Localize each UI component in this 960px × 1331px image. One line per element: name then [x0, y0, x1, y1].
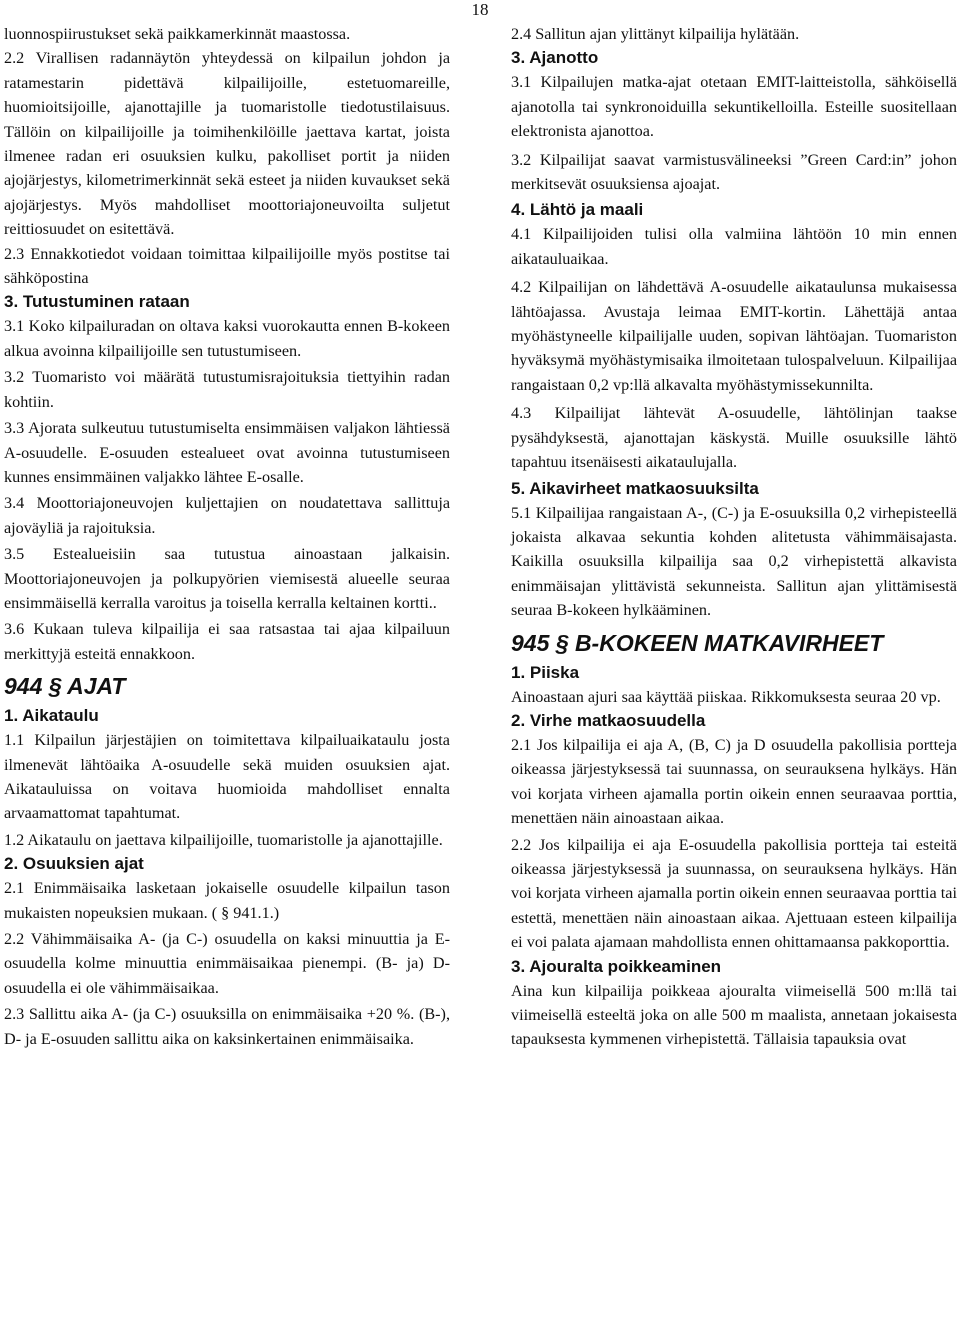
paragraph-3-2: 3.2 Tuomaristo voi määrätä tutustumisrajoituksia tiettyihin radan kohtiin.	[4, 368, 450, 411]
paragraph-2-2r: 2.2 Jos kilpailija ei aja E-osuudella pakollisia portteja tai esteitä oikeassa järjestyksessä ja suunnassa, on seurauksena hylkäys. Hän voi korjata virheen ajamalla portin oikein ennen seuraavaa porttia tai estettä, menettäen näin ainoastaan aikaa. Ajettuaan esteen kilpailija ei voi palata ajamaan mahdollista ennen ohittamaansa pakkoporttia.	[511, 835, 957, 952]
paragraph-4-3: 4.3 Kilpailijat lähtevät A-osuudelle, lähtölinjan taakse pysähdyksestä, ajanottajan käskystä. Muille osuuksille lähtö tapahtuu itsenäisesti aikataulujalla.	[511, 404, 957, 472]
paragraph-1-1: 1.1 Kilpailun järjestäjien on toimitettava kilpailuaikataulu josta ilmenevät lähtöaika A-osuudelle sekä muiden osuuksien ajat. Aikatauluissa on voitava huomioida mahdolliset ennalta arvaamattomat tapahtumat.	[4, 731, 450, 823]
paragraph-3-1: 3.1 Koko kilpailuradan on oltava kaksi vuorokautta ennen B-kokeen alkua avoinna kilpailijoille sen tutustumiseen.	[4, 317, 450, 360]
paragraph-2-3: 2.3 Ennakkotiedot voidaan toimittaa kilpailijoille myös postitse tai sähköpostina	[4, 244, 450, 288]
heading-piiska: 1. Piiska	[511, 662, 580, 682]
heading-aikavirheet: 5. Aikavirheet matkaosuuksilta	[511, 478, 759, 498]
paragraph-2-4: 2.4 Sallitun ajan ylittänyt kilpailija hylätään.	[511, 25, 800, 43]
heading-osuuksien-ajat: 2. Osuuksien ajat	[4, 854, 144, 874]
paragraph-ajouralta: Aina kun kilpailija poikkeaa ajouralta viimeisellä 500 m:llä tai viimeisellä esteeltä joka on alle 500 m maalista, annetaan jokaisesta tapauksesta kymmenen virhepistettä. Tällaisia tapauksia ovat	[511, 981, 957, 1049]
paragraph-3-1r: 3.1 Kilpailujen matka-ajat otetaan EMIT-laitteistolla, sähköisellä ajanotolla tai synkronoiduilla sekuntikelloilla. Esteille suositellaan elektronista ajanottoa.	[511, 73, 957, 141]
paragraph-4-1: 4.1 Kilpailijoiden tulisi olla valmiina lähtöön 10 min ennen aikatauluaikaa.	[511, 225, 957, 268]
heading-ajouralta: 3. Ajouralta poikkeaminen	[511, 956, 722, 976]
paragraph-2-1r: 2.1 Jos kilpailija ei aja A, (B, C) ja D osuudella pakollisia portteja oikeassa järjestyksessä tai suunnassa, on seurauksena hylkäys. Hän voi korjata virheen ajamalla portin oikein ennen seuraavaa porttia, menettäen näin ainoastaan aikaa.	[511, 735, 957, 828]
page-number: 18	[471, 0, 489, 19]
heading-ajanotto: 3. Ajanotto	[511, 48, 599, 68]
right-column	[511, 22, 957, 1052]
paragraph-3-3: 3.3 Ajorata sulkeutuu tutustumiselta ensimmäisen valjakon lähtiessä A-osuudelle. E-osuuden estealueet ovat avoinna tutustumiseen kunnes ensimmäinen valjakko lähtee E-osalle.	[4, 419, 450, 486]
paragraph-3-4: 3.4 Moottoriajoneuvojen kuljettajien on noudatettava sallittuja ajoväyliä ja rajoituksia.	[4, 494, 450, 537]
section-heading-944: 944 § AJAT	[4, 673, 126, 700]
section-heading-945: 945 § B-KOKEEN MATKAVIRHEET	[511, 629, 884, 656]
paragraph-5-1: 5.1 Kilpailijaa rangaistaan A-, (C-) ja E-osuuksilla 0,2 virhepisteellä jokaista alkavaa sekuntia kohden alitetusta vähimmäisajasta. Kaikilla osuuksilla kilpailija saa 0,2 virhepistettä alkavista enimmäisajan ylittävistä sekunneista. Sallitun ajan ylittämisestä seuraa B-kokeen hylkääminen.	[511, 503, 957, 620]
left-column	[4, 22, 450, 1051]
paragraph-3-5: 3.5 Estealueisiin saa tutustua ainoastaan jalkaisin. Moottoriajoneuvojen ja polkupyörien viemisestä alueelle seuraa ensimmäisellä kerralla varoitus ja toisella kerralla keltainen kortti..	[4, 545, 450, 612]
paragraph-piiska: Ainoastaan ajuri saa käyttää piiskaa. Rikkomuksesta seuraa 20 vp.	[511, 687, 941, 706]
paragraph-continuation: luonnospiirustukset sekä paikkamerkinnät maastossa.	[4, 25, 351, 43]
heading-aikataulu: 1. Aikataulu	[4, 706, 99, 726]
paragraph-3-6: 3.6 Kukaan tuleva kilpailija ei saa ratsastaa tai ajaa kilpailuun merkittyjä esteitä ennakkoon.	[4, 620, 450, 663]
paragraph-2-1: 2.1 Enimmäisaika lasketaan jokaiselle osuudelle kilpailun tason mukaisten nopeuksien mukaan. ( § 941.1.)	[4, 879, 450, 922]
heading-virhe-matkaosuudella: 2. Virhe matkaosuudella	[511, 710, 706, 730]
paragraph-4-2: 4.2 Kilpailijan on lähdettävä A-osuudelle aikataulunsa mukaisessa lähtöajassa. Avustaja leimaa EMIT-kortin. Lähettäjä antaa myöhästyneelle kilpailijalle uuden, sopivan lähtöajan. Tuomariston hyväksymä myöhästymisaika ilmoitetaan tulospalveluun. Kilpailijaa rangaistaan 0,2 vp:llä alkavalta myöhästymissekunnilta.	[511, 278, 957, 394]
heading-tutustuminen: 3. Tutustuminen rataan	[4, 292, 190, 312]
paragraph-2-3b: 2.3 Sallittu aika A- (ja C-) osuuksilla on enimmäisaika +20 %. (B-), D- ja E-osuuden sallittu aika on kaksinkertainen enimmäisaika.	[4, 1005, 450, 1048]
heading-lahto-ja-maali: 4. Lähtö ja maali	[511, 200, 644, 220]
paragraph-2-2: 2.2 Virallisen radannäytön yhteydessä on kilpailun johdon ja ratamestarin pidettävä kilpailijoille, estetuomareille, huomioitsijoille, ajanottajille ja tuomaristolle tiedotustilaisuus. Tällöin on kilpailijoille ja toimihenkilöille jaettava kartat, joista ilmenee radan eri osuuksien kulku, pakolliset portit ja niiden ajojärjestys, kilometrimerkinnät sekä esteet ja niiden kuvaukset sekä ajojärjestys. Myös mahdolliset moottoriajoneuvoilta suljetut reittiosuudet on esitettävä.	[4, 49, 450, 239]
paragraph-2-2b: 2.2 Vähimmäisaika A- (ja C-) osuudella on kaksi minuuttia ja E-osuudella kolme minuuttia enimmäisaikaa pienempi. (B- ja) D-osuudella ei ole vähimmäisaikaa.	[4, 930, 450, 997]
paragraph-1-2: 1.2 Aikataulu on jaettava kilpailijoille, tuomaristolle ja ajanottajille.	[4, 830, 443, 849]
paragraph-3-2r: 3.2 Kilpailijat saavat varmistusvälineeksi ”Green Card:in” johon merkitsevät osuuksiensa ajoajat.	[511, 150, 957, 194]
